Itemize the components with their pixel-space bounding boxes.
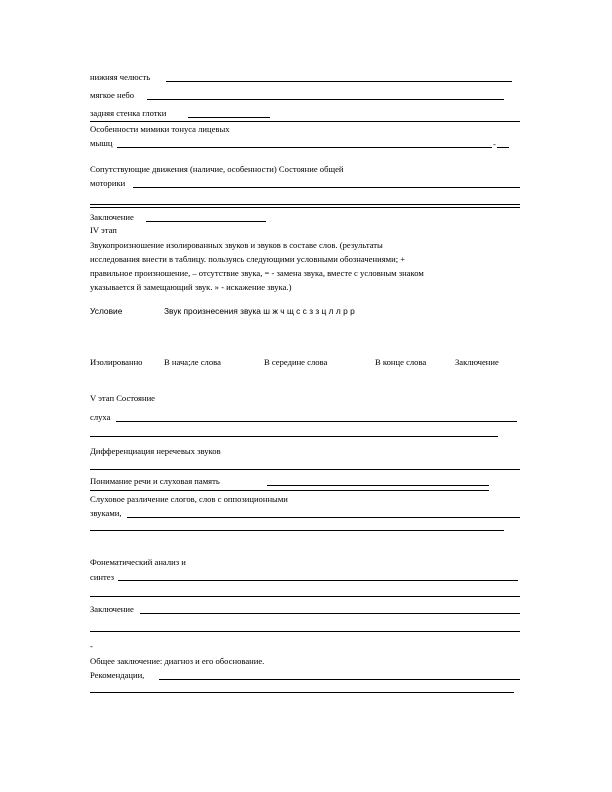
- fill-line-motor-skills[interactable]: [133, 187, 520, 188]
- label-general-conclusion: Общее заключение: диагноз и его обоснование.: [90, 656, 265, 666]
- fill-line-recommendations[interactable]: [159, 679, 520, 680]
- fill-line-pharynx-wall[interactable]: [188, 117, 270, 118]
- dash-mark-2: -: [90, 641, 93, 651]
- fill-line-synthesis-2[interactable]: [90, 596, 520, 597]
- fill-line-hearing-2[interactable]: [90, 436, 498, 437]
- label-synthesis: синтез: [90, 572, 115, 582]
- label-phonemic-analysis: Фонематический анализ и: [90, 557, 186, 567]
- fill-line-conclusion-2b[interactable]: [90, 631, 520, 632]
- label-sounds: звуками,: [90, 508, 122, 518]
- label-syllable-discrimination: Слуховое различение слогов, слов с оппозиционными: [90, 494, 288, 504]
- dash-mark: -: [493, 139, 496, 149]
- label-conclusion-2: Заключение: [90, 604, 134, 614]
- sound-instructions-1: Звукопроизношение изолированных звуков и звуков в составе слов. (результаты: [90, 240, 383, 250]
- divider-line: [90, 121, 520, 122]
- divider-line-2: [90, 490, 489, 491]
- fill-line-sounds[interactable]: [127, 517, 520, 518]
- label-hearing: слуха: [90, 412, 111, 422]
- fill-line-speech-understanding[interactable]: [267, 485, 489, 486]
- fill-line-muscles[interactable]: [117, 147, 492, 148]
- double-rule-bottom: [90, 207, 520, 208]
- fill-line-muscles-end[interactable]: [497, 147, 509, 148]
- fill-line-recommendations-2[interactable]: [90, 692, 514, 693]
- stage-5-title: V этап Состояние: [90, 393, 155, 403]
- row-word-middle: В середине слова: [264, 357, 328, 367]
- fill-line-lower-jaw[interactable]: [166, 81, 512, 82]
- sound-instructions-3: правильное произношение, – отсутствие звука, = - замена звука, вместе с условным знаком: [90, 268, 424, 278]
- label-lower-jaw: нижняя челюсть: [90, 72, 151, 82]
- row-conclusion: Заключение: [455, 357, 499, 367]
- label-pharynx-wall: задняя стенка глотки: [90, 108, 167, 118]
- row-isolated: Изолированно: [90, 357, 143, 367]
- table-header-condition: Условие: [90, 306, 123, 316]
- label-recommendations: Рекомендации,: [90, 670, 145, 680]
- fill-line-soft-palate[interactable]: [147, 99, 504, 100]
- fill-line-hearing[interactable]: [116, 421, 517, 422]
- label-muscles: мышц: [90, 138, 113, 148]
- table-header-sounds: Звук произнесения звука ш ж ч щ с с з з ц л л р р: [164, 306, 355, 316]
- sound-instructions-2: исследования внести в таблицу. пользуясь следующими условными обозначениями; +: [90, 254, 406, 264]
- stage-4-title: IV этап: [90, 225, 117, 235]
- fill-line-conclusion-2[interactable]: [140, 613, 520, 614]
- row-word-end: В конце слова: [375, 357, 427, 367]
- label-accompanying-movements: Сопутствующие движения (наличие, особенности) Состояние общей: [90, 164, 344, 174]
- label-facial-muscles: Особенности мимики тонуса лицевых: [90, 124, 230, 134]
- fill-line-synthesis[interactable]: [118, 580, 518, 581]
- label-speech-understanding: Понимание речи и слуховая память: [90, 476, 220, 486]
- label-conclusion-1: Заключение: [90, 212, 134, 222]
- label-motor-skills: моторики: [90, 178, 126, 188]
- fill-line-conclusion-1[interactable]: [146, 221, 266, 222]
- row-word-start: В нача;ле слова: [164, 357, 221, 367]
- fill-line-sounds-2[interactable]: [90, 530, 504, 531]
- sound-instructions-4: указывается й замещающий звук. » - искажение звука.): [90, 282, 292, 292]
- double-rule-top: [90, 204, 520, 205]
- fill-line-nonspeech[interactable]: [90, 469, 520, 470]
- label-nonspeech-sounds: Дифференциация неречевых звуков: [90, 446, 221, 456]
- label-soft-palate: мягкое небо: [90, 90, 135, 100]
